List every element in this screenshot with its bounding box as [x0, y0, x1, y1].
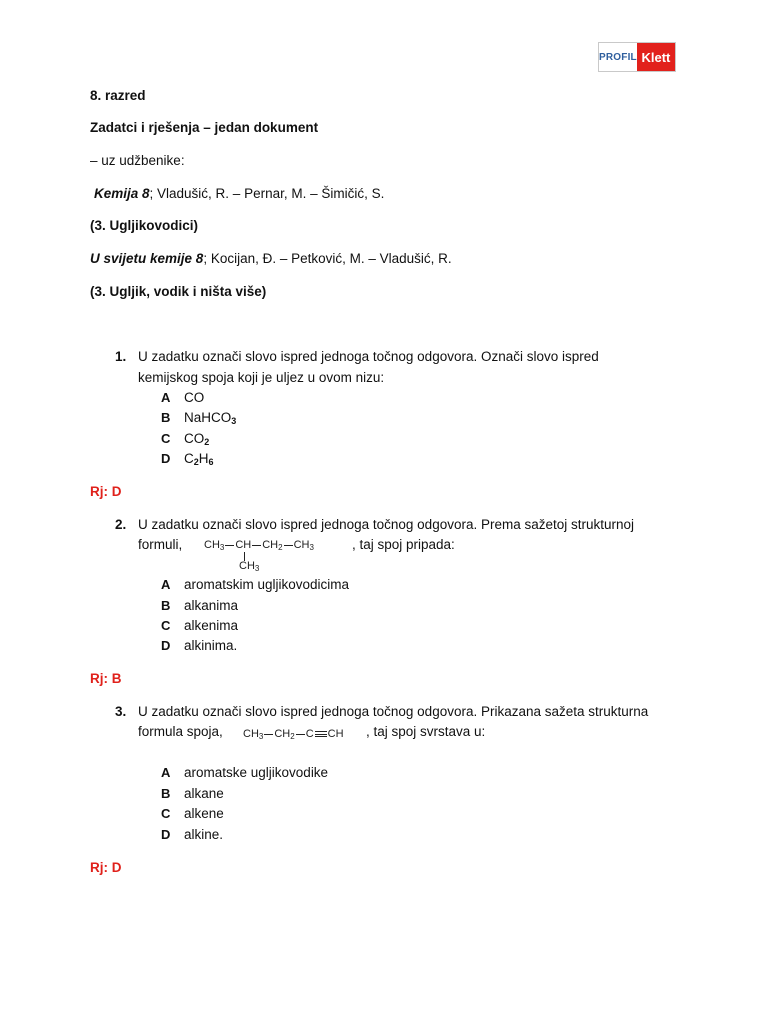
question-3-option-b-text: alkane	[184, 786, 224, 801]
question-3-option-c-letter: C	[161, 806, 171, 821]
question-2-branch-group: $CH_3$	[239, 560, 260, 573]
question-2-option-a-letter: A	[161, 577, 171, 592]
question-3-option-a-text: aromatske ugljikovodike	[184, 765, 329, 780]
question-3-text-line2-before: formula spoja,	[138, 724, 223, 739]
question-2-option-c-text: alkenima	[184, 618, 239, 633]
question-3-option-d-letter: D	[161, 827, 171, 842]
question-2-text-line2-after: , taj spoj pripada:	[352, 537, 455, 552]
question-3-option-b-letter: B	[161, 786, 171, 801]
question-1-option-b-text: NaHCO$_3$	[184, 410, 237, 426]
question-1-text-line2: kemijskog spoja koji je uljez u ovom nizu:	[138, 370, 385, 385]
question-1-option-c-letter: C	[161, 431, 171, 446]
logo-profil-text: PROFIL	[599, 43, 637, 71]
question-3-number: 3.	[115, 704, 127, 719]
question-3-text-line1: U zadatku označi slovo ispred jednoga točnog odgovora. Prikazana sažeta strukturna	[138, 704, 649, 719]
question-3-answer: Rj: D	[90, 860, 122, 875]
question-1-option-a-text: CO	[184, 390, 205, 405]
question-3-structural-formula: $CH_3$ $CH_2$ C CH	[243, 728, 344, 741]
question-2-number: 2.	[115, 517, 127, 532]
question-2-text-line2-before: formuli,	[138, 537, 183, 552]
with-books-text: – uz udžbenike:	[90, 153, 185, 168]
question-1-option-d-letter: D	[161, 451, 171, 466]
question-3-option-a-letter: A	[161, 765, 171, 780]
book1-line	[94, 186, 384, 201]
question-3-text-line2-after: , taj spoj svrstava u:	[366, 724, 486, 739]
question-1-option-d-text: $C_2H_6$	[184, 451, 214, 467]
question-2-option-a-text: aromatskim ugljikovodicima	[184, 577, 350, 592]
question-2-answer: Rj: B	[90, 671, 122, 686]
book2-line	[90, 251, 452, 266]
question-2-structural-formula: $CH_3$ CH $CH_2$ $CH_3$	[204, 539, 314, 552]
triple-bond-icon	[315, 730, 327, 739]
book1-authors: ; Vladušić, R. – Pernar, M. – Šimičić, S.	[149, 186, 385, 201]
question-1-text-line1: U zadatku označi slovo ispred jednoga točnog odgovora. Označi slovo ispred	[138, 349, 599, 364]
question-1-option-a-letter: A	[161, 390, 171, 405]
grade-heading: 8. razred	[90, 88, 146, 103]
question-2-option-c-letter: C	[161, 618, 171, 633]
question-2-option-d-letter: D	[161, 638, 171, 653]
question-1-number: 1.	[115, 349, 127, 364]
publisher-logo	[598, 42, 676, 72]
question-2-option-b-letter: B	[161, 598, 171, 613]
document-subtitle: Zadatci i rješenja – jedan dokument	[90, 120, 319, 135]
book1-title: Kemija 8	[94, 186, 150, 201]
book2-chapter: (3. Ugljik, vodik i ništa više)	[90, 284, 267, 299]
question-3-option-c-text: alkene	[184, 806, 224, 821]
question-1-option-c-text: $CO_2$	[184, 431, 210, 447]
question-3-option-d-text: alkine.	[184, 827, 224, 842]
book1-chapter: (3. Ugljikovodici)	[90, 218, 199, 233]
question-2-text-line1: U zadatku označi slovo ispred jednoga točnog odgovora. Prema sažetoj strukturnoj	[138, 517, 635, 532]
book2-title: U svijetu kemije 8	[90, 251, 204, 266]
question-2-option-b-text: alkanima	[184, 598, 239, 613]
logo-klett-text: Klett	[637, 43, 675, 71]
book2-authors: ; Kocijan, Đ. – Petković, M. – Vladušić, R.	[203, 251, 452, 266]
question-1-option-b-letter: B	[161, 410, 171, 425]
question-1-answer: Rj: D	[90, 484, 122, 499]
question-2-option-d-text: alkinima.	[184, 638, 238, 653]
